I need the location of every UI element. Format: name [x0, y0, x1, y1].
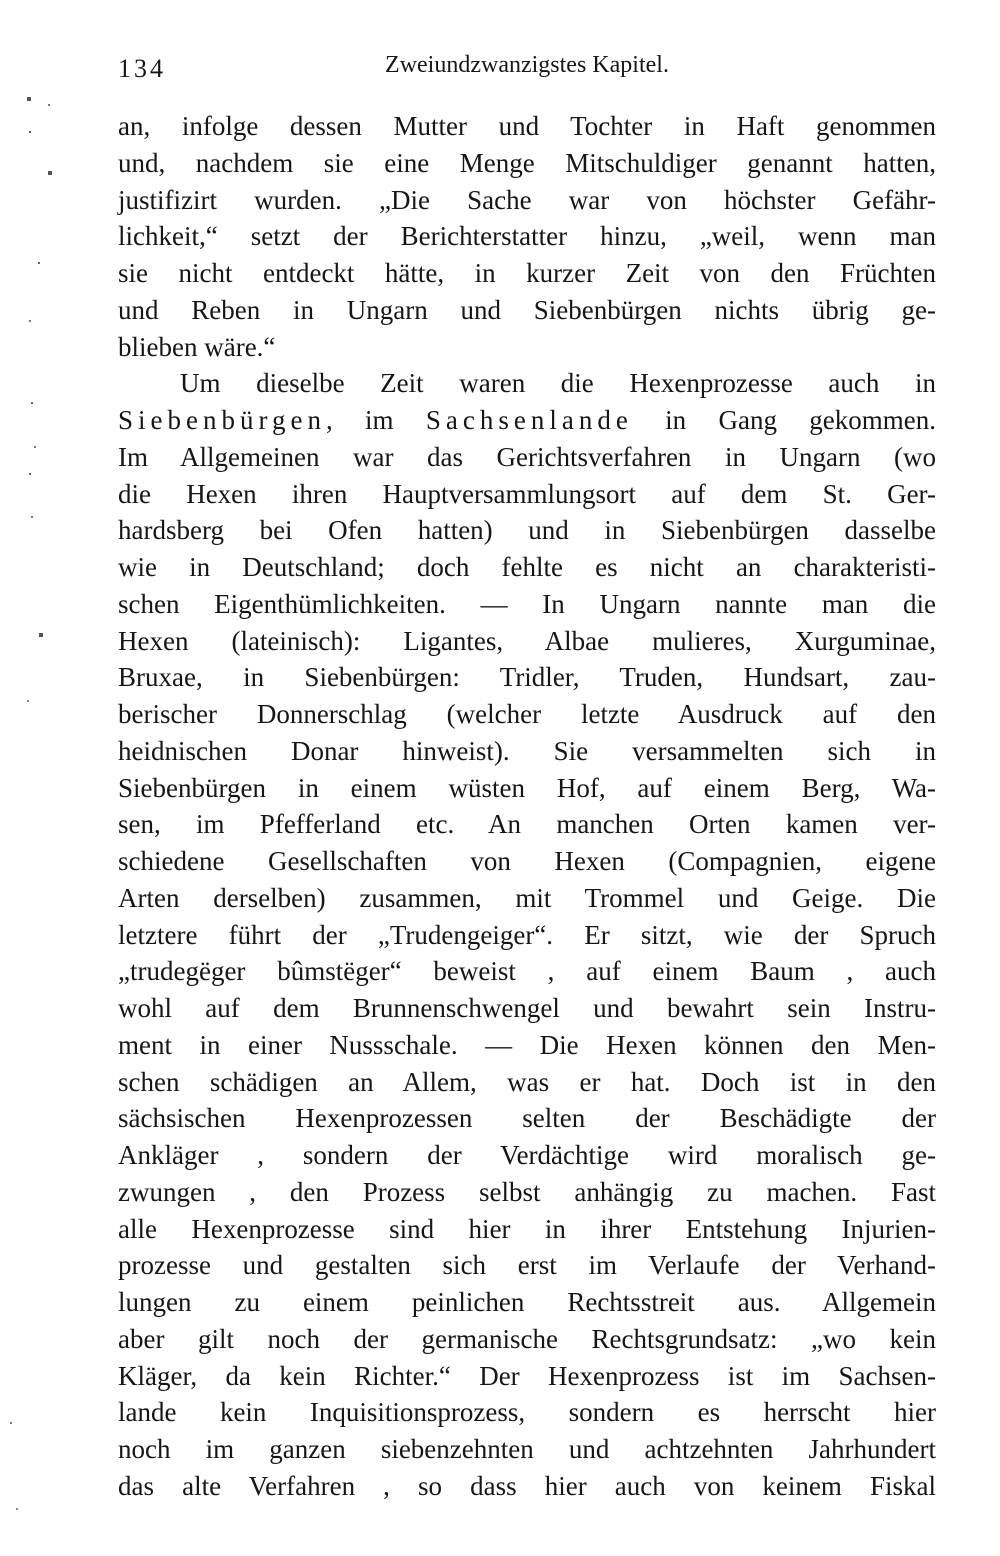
text-line: prozesse und gestalten sich erst im Verlaufe der Verhand- [118, 1250, 936, 1281]
text-line: heidnischen Donar hinweist). Sie versammelten sich in [118, 735, 936, 766]
text-line: lande kein Inquisitionsprozess, sondern es herrscht hier [118, 1397, 936, 1428]
text-line: zwungen , den Prozess selbst anhängig zu machen. Fast [118, 1176, 936, 1207]
text-line: an, infolge dessen Mutter und Tochter in Haft genommen [118, 111, 936, 141]
scan-speckles [0, 0, 2, 2]
text-line: ment in einer Nussschale. — Die Hexen können den Men- [118, 1029, 936, 1060]
text-line: Um dieselbe Zeit waren die Hexenprozesse auch in [180, 368, 936, 399]
text-line: Ankläger , sondern der Verdächtige wird moralisch ge- [118, 1140, 936, 1170]
text-line: wohl auf dem Brunnenschwengel und bewahrt sein Instru- [118, 993, 936, 1023]
text-line: noch im ganzen siebenzehnten und achtzehnten Jahrhundert [118, 1434, 936, 1464]
text-segment: in Gang gekommen. [632, 405, 936, 435]
text-line: Bruxae, in Siebenbürgen: Tridler, Truden, Hundsart, zau- [118, 662, 936, 693]
text-line: Siebenbürgen in einem wüsten Hof, auf einem Berg, Wa- [118, 772, 936, 803]
text-line: justifizirt wurden. „Die Sache war von höchster Gefähr- [118, 184, 936, 215]
text-line: Im Allgemeinen war das Gerichtsverfahren in Ungarn (wo [118, 441, 936, 472]
text-line: sen, im Pfefferland etc. An manchen Orten kamen ver- [118, 809, 936, 840]
text-line: schen schädigen an Allem, was er hat. Doch ist in den [118, 1066, 936, 1097]
text-line: letztere führt der „Trudengeiger“. Er sitzt, wie der Spruch [118, 919, 936, 950]
text-segment: , im [325, 405, 426, 435]
text-line: „trudegëger bûmstëger“ beweist , auf einem Baum , auch [118, 956, 936, 987]
text-line: lichkeit,“ setzt der Berichterstatter hinzu, „weil, wenn man [118, 221, 936, 252]
text-line: Kläger, da kein Richter.“ Der Hexenprozess ist im Sachsen- [118, 1360, 936, 1391]
letterspaced-text: Sachsenlande [425, 405, 633, 435]
page-body [118, 108, 936, 1505]
text-line: aber gilt noch der germanische Rechtsgrundsatz: „wo kein [118, 1323, 936, 1354]
letterspaced-text: Siebenbürgen [118, 405, 326, 435]
text-line: und Reben in Ungarn und Siebenbürgen nichts übrig ge- [118, 294, 936, 325]
text-line: alle Hexenprozesse sind hier in ihrer Entstehung Injurien- [118, 1213, 936, 1244]
text-line: blieben wäre.“ [118, 331, 276, 362]
text-line: das alte Verfahren , so dass hier auch von keinem Fiskal [118, 1470, 936, 1501]
chapter-header: Zweiundzwanzigstes Kapitel. [385, 52, 669, 78]
page-number: 134 [118, 54, 166, 83]
text-line [118, 402, 936, 439]
text-line: wie in Deutschland; doch fehlte es nicht an charakteristi- [118, 552, 936, 582]
text-line: schiedene Gesellschaften von Hexen (Compagnien, eigene [118, 846, 936, 876]
text-line: berischer Donnerschlag (welcher letzte Ausdruck auf den [118, 699, 936, 729]
text-line: sächsischen Hexenprozessen selten der Beschädigte der [118, 1103, 936, 1134]
text-line: Arten derselben) zusammen, mit Trommel und Geige. Die [118, 882, 936, 913]
text-line: hardsberg bei Ofen hatten) und in Siebenbürgen dasselbe [118, 515, 936, 546]
text-line: schen Eigenthümlichkeiten. — In Ungarn nannte man die [118, 588, 936, 619]
text-line: Hexen (lateinisch): Ligantes, Albae mulieres, Xurguminae, [118, 625, 936, 656]
text-line: die Hexen ihren Hauptversammlungsort auf dem St. Ger- [118, 478, 936, 509]
text-line: sie nicht entdeckt hätte, in kurzer Zeit von den Früchten [118, 258, 936, 288]
text-line: lungen zu einem peinlichen Rechtsstreit aus. Allgemein [118, 1287, 936, 1317]
text-line: und, nachdem sie eine Menge Mitschuldiger genannt hatten, [118, 147, 936, 178]
